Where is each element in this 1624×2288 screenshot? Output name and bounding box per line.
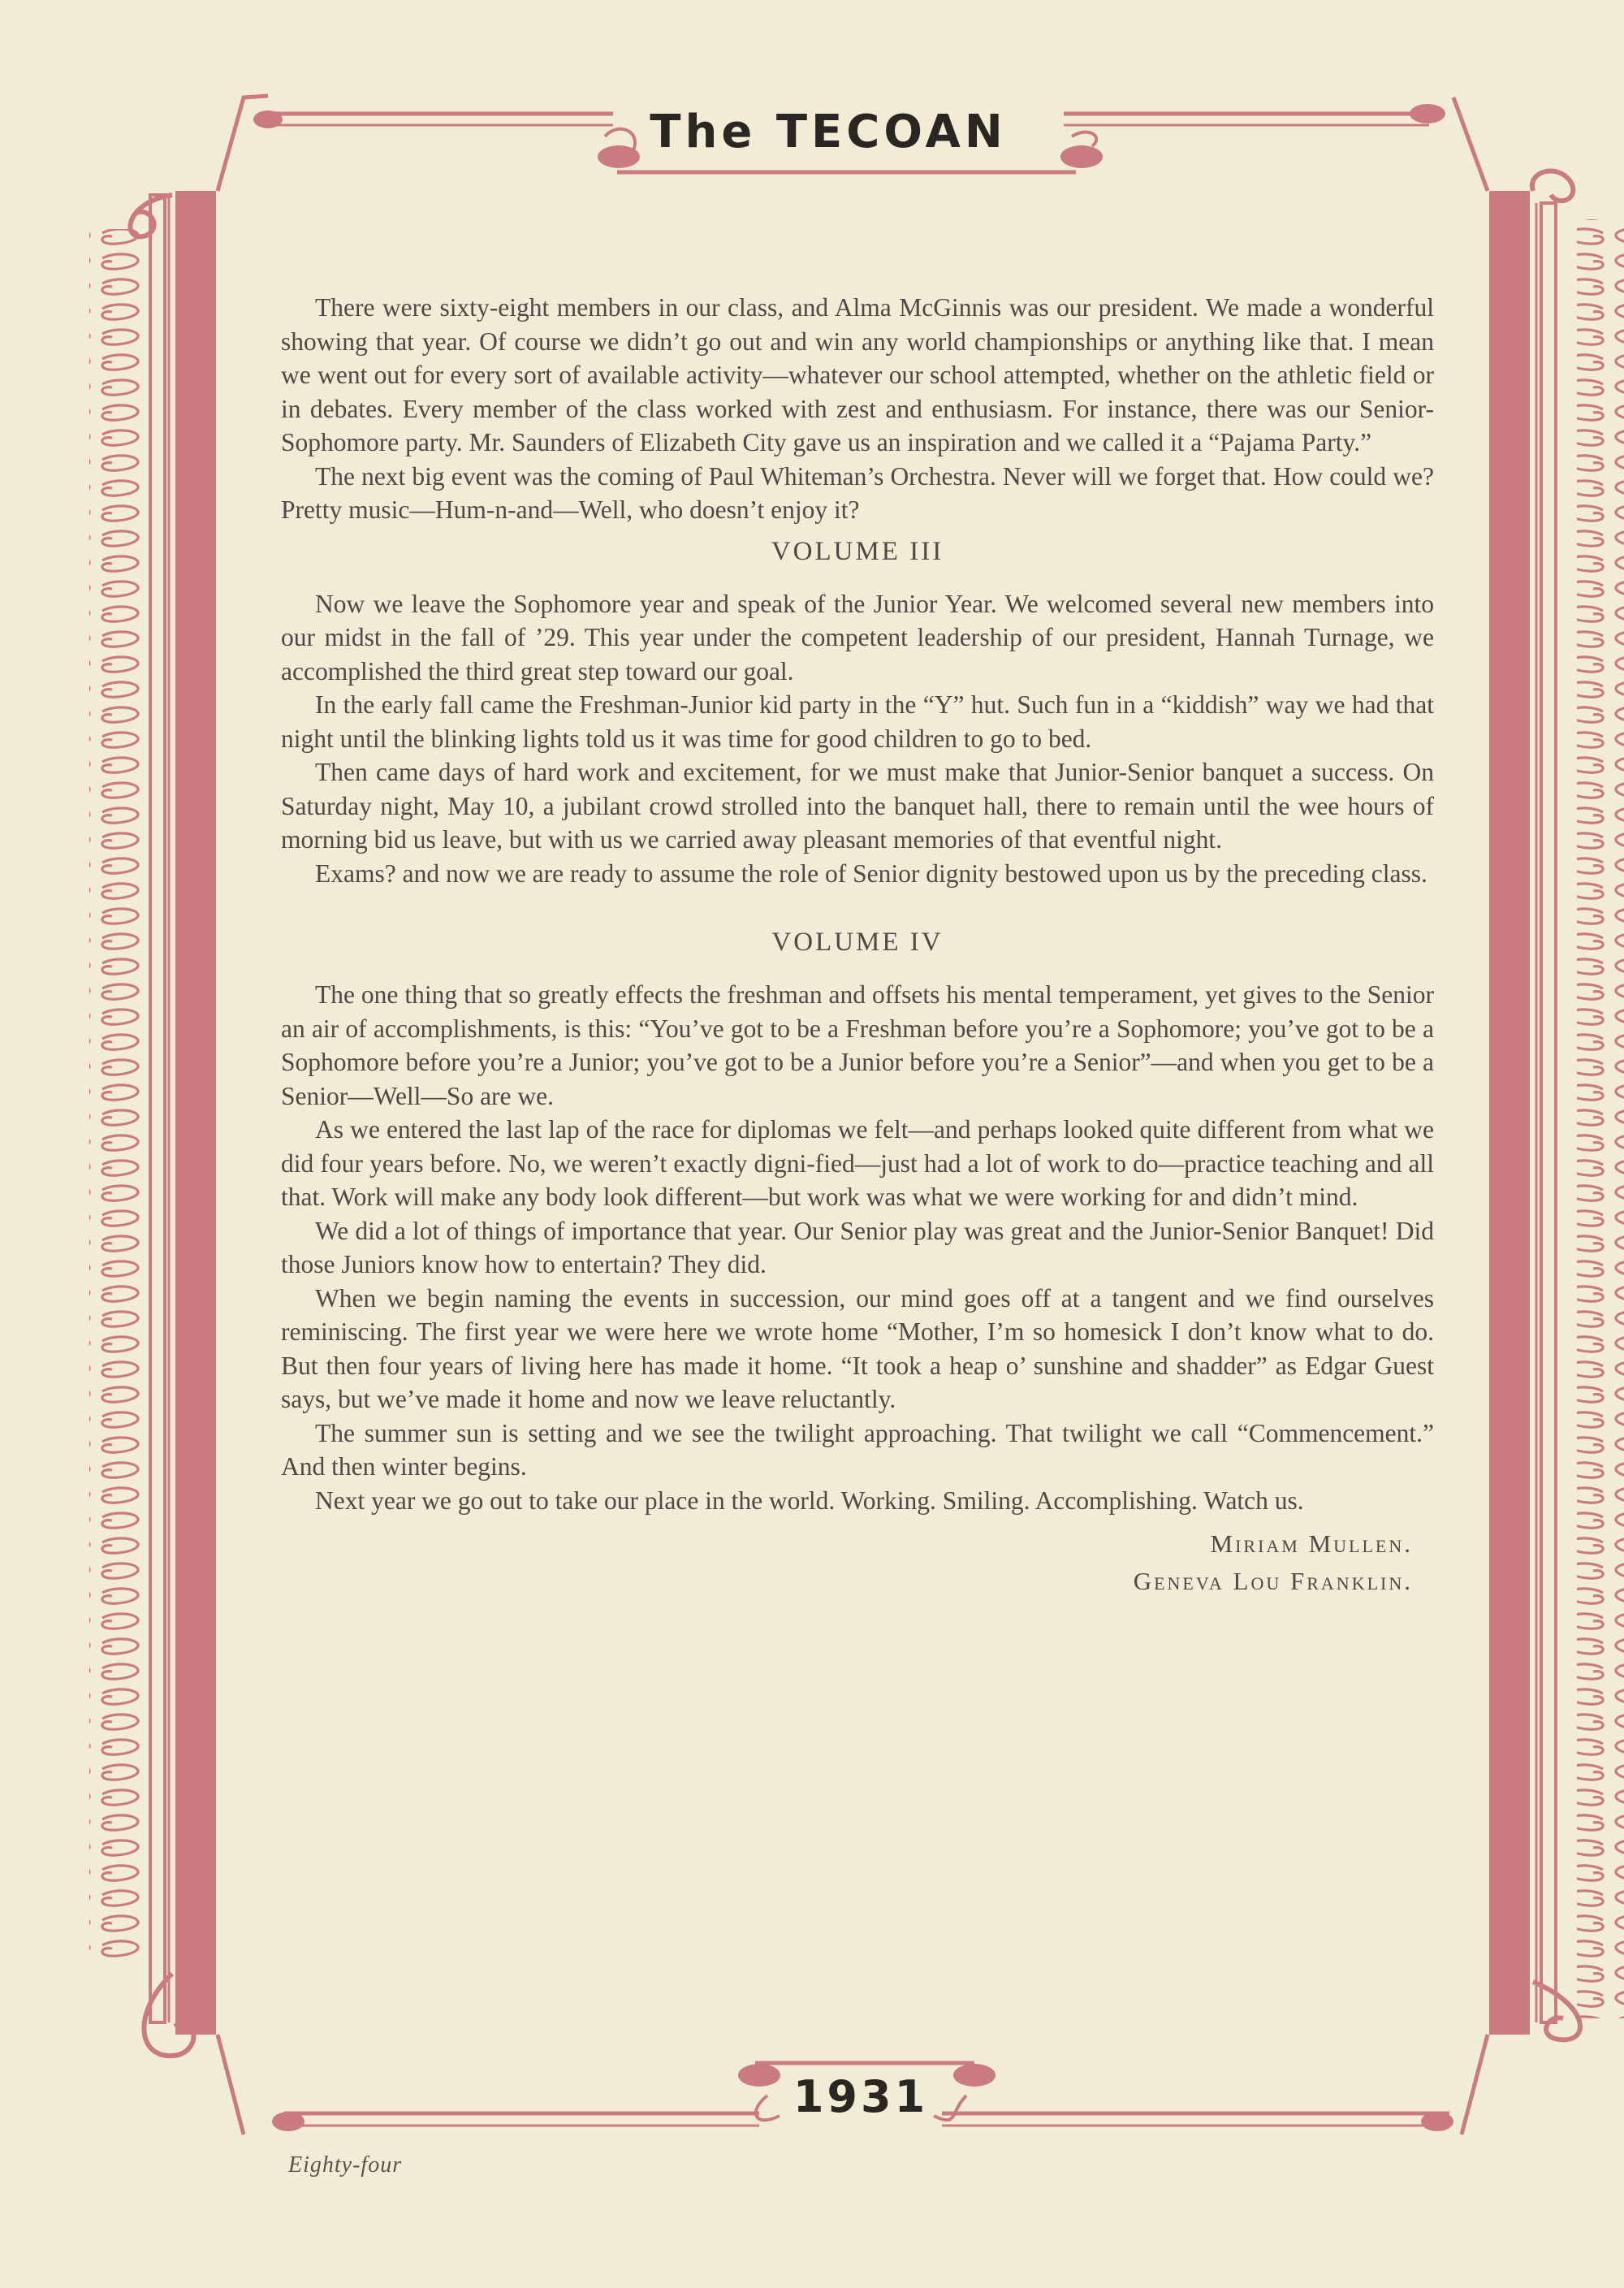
author-name: Miriam Mullen. <box>1210 1529 1413 1558</box>
page-header-title: The TECOAN <box>650 106 1007 158</box>
paragraph: There were sixty-eight members in our class, and Alma McGinnis was our president. We made a wonderful showing that year. Of course we didn’t go out and win any world championships or anything like that. I mean we went out for every sort of available activity—whatever our school attempted, whether on the athletic field or in debates. Every member of the class worked with zest and enthusiasm. For instance, there was our Senior-Sophomore party. Mr. Saunders of Elizabeth City gave us an inspiration and we called it a “Pajama Party.” <box>281 293 1434 456</box>
paragraph: We did a lot of things of importance that year. Our Senior play was great and the Junior-Senior Banquet! Did those Juniors know how to entertain? They did. <box>281 1216 1434 1278</box>
paragraph: The next big event was the coming of Paul Whiteman’s Orchestra. Never will we forget that. How could we? Pretty music—Hum-n-and—Well, who doesn’t enjoy it? <box>281 461 1434 524</box>
right-swirl-chain <box>1577 219 1624 2018</box>
paragraph: Now we leave the Sophomore year and speak of the Junior Year. We welcomed several new members into our midst in the fall of ’29. This year under the competent leadership of our president, Hannah Turnage, we accomplished the third great step toward our goal. <box>281 589 1434 686</box>
paragraph: As we entered the last lap of the race for diplomas we felt—and perhaps looked quite different from what we did four years before. No, we weren’t exactly digni-fied—just had a lot of work to do—practice teaching and all that. Work will make any body look different—but work was what we were working for and didn’t mind. <box>281 1115 1434 1211</box>
left-swirl-chain <box>89 229 140 1964</box>
paragraph: Exams? and now we are ready to assume the role of Senior dignity bestowed upon us by the preceding class. <box>315 859 1427 888</box>
left-border-bars <box>150 191 216 2035</box>
paragraph: When we begin naming the events in succession, our mind goes off at a tangent and we find ourselves reminiscing. The first year we were here we wrote home “Mother, I’m so homesick I don’t know what to do. But then four years of living here has made it home. “It took a heap o’ sunshine and shadder” as Edgar Guest says, but we’ve made it home and now we leave reluctantly. <box>281 1283 1434 1413</box>
article-body <box>281 291 1434 1600</box>
section-heading-volume-iii: VOLUME III <box>771 536 944 566</box>
right-border-bars <box>1489 191 1556 2035</box>
paragraph: Next year we go out to take our place in the world. Working. Smiling. Accomplishing. Watch us. <box>315 1486 1304 1515</box>
paragraph: Then came days of hard work and excitement, for we must make that Junior-Senior banquet a success. On Saturday night, May 10, a jubilant crowd strolled into the banquet hall, there to remain until the wee hours of morning bid us leave, but with us we carried away pleasant memories of that eventful night. <box>281 758 1434 854</box>
paragraph: In the early fall came the Freshman-Junior kid party in the “Y” hut. Such fun in a “kiddish” way we had that night until the blinking lights told us it was time for good children to go to bed. <box>281 690 1434 753</box>
page-footer-year: 1931 <box>793 2071 929 2122</box>
page-number-label: Eighty-four <box>288 2152 403 2178</box>
section-heading-volume-iv: VOLUME IV <box>771 928 944 957</box>
author-name: Geneva Lou Franklin. <box>1133 1567 1413 1595</box>
author-signatures <box>281 1525 1434 1600</box>
paragraph: The summer sun is setting and we see the twilight approaching. That twilight we call “Commencement.” And then winter begins. <box>281 1418 1434 1481</box>
paragraph: The one thing that so greatly effects the freshman and offsets his mental temperament, yet gives to the Senior an air of accomplishments, is this: “You’ve got to be a Freshman before you’re a Sophomore; you’ve got to be a Sophomore before you’re a Junior; you’ve got to be a Junior before you’re a Senior”—and when you get to be a Senior—Well—So are we. <box>281 980 1434 1110</box>
